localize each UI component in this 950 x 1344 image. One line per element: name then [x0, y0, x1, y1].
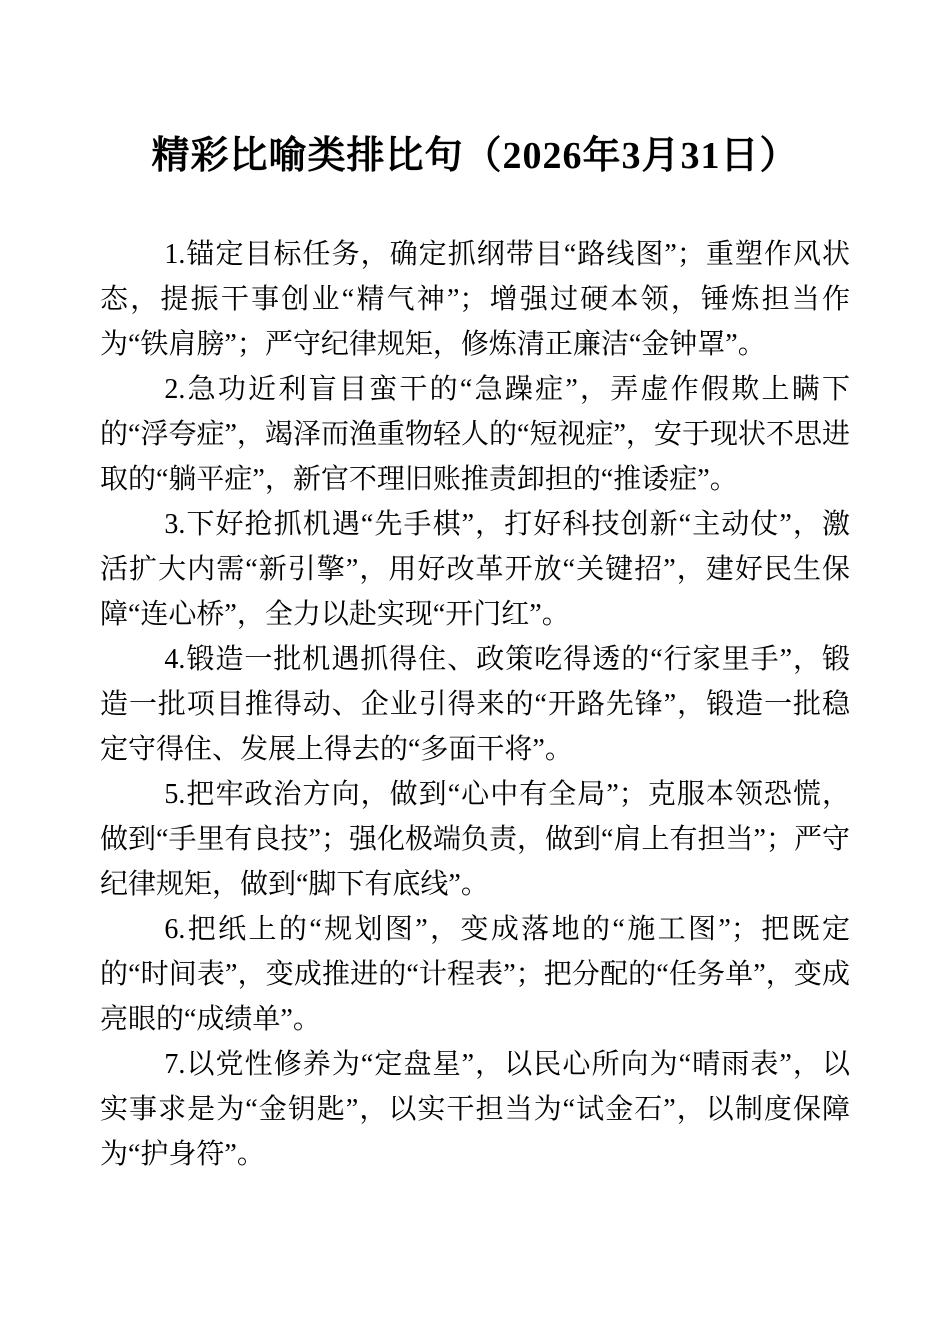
paragraph-3: 3.下好抢抓机遇“先手棋”，打好科技创新“主动仗”，激活扩大内需“新引擎”，用好改革开放“关键招”，建好民生保障“连心桥”，全力以赴实现“开门红”。	[100, 509, 850, 630]
document-title: 精彩比喻类排比句（2026年3月31日）	[151, 135, 799, 177]
paragraph-1: 1.锚定目标任务，确定抓纲带目“路线图”；重塑作风状态，提振干事创业“精气神”；增强过硬本领，锤炼担当作为“铁肩膀”；严守纪律规矩，修炼清正廉洁“金钟罩”。	[100, 239, 850, 360]
paragraph-2: 2.急功近利盲目蛮干的“急躁症”，弄虚作假欺上瞒下的“浮夸症”，竭泽而渔重物轻人的“短视症”，安于现状不思进取的“躺平症”，新官不理旧账推责卸担的“推诿症”。	[100, 374, 850, 495]
paragraph-6: 6.把纸上的“规划图”，变成落地的“施工图”；把既定的“时间表”，变成推进的“计程表”；把分配的“任务单”，变成亮眼的“成绩单”。	[100, 914, 850, 1035]
document-body	[100, 232, 850, 1177]
paragraph-5: 5.把牢政治方向，做到“心中有全局”；克服本领恐慌，做到“手里有良技”；强化极端负责，做到“肩上有担当”；严守纪律规矩，做到“脚下有底线”。	[100, 779, 850, 900]
paragraph-4: 4.锻造一批机遇抓得住、政策吃得透的“行家里手”，锻造一批项目推得动、企业引得来的“开路先锋”，锻造一批稳定守得住、发展上得去的“多面干将”。	[100, 644, 850, 765]
paragraph-7: 7.以党性修养为“定盘星”，以民心所向为“晴雨表”，以实事求是为“金钥匙”，以实干担当为“试金石”，以制度保障为“护身符”。	[100, 1049, 850, 1170]
